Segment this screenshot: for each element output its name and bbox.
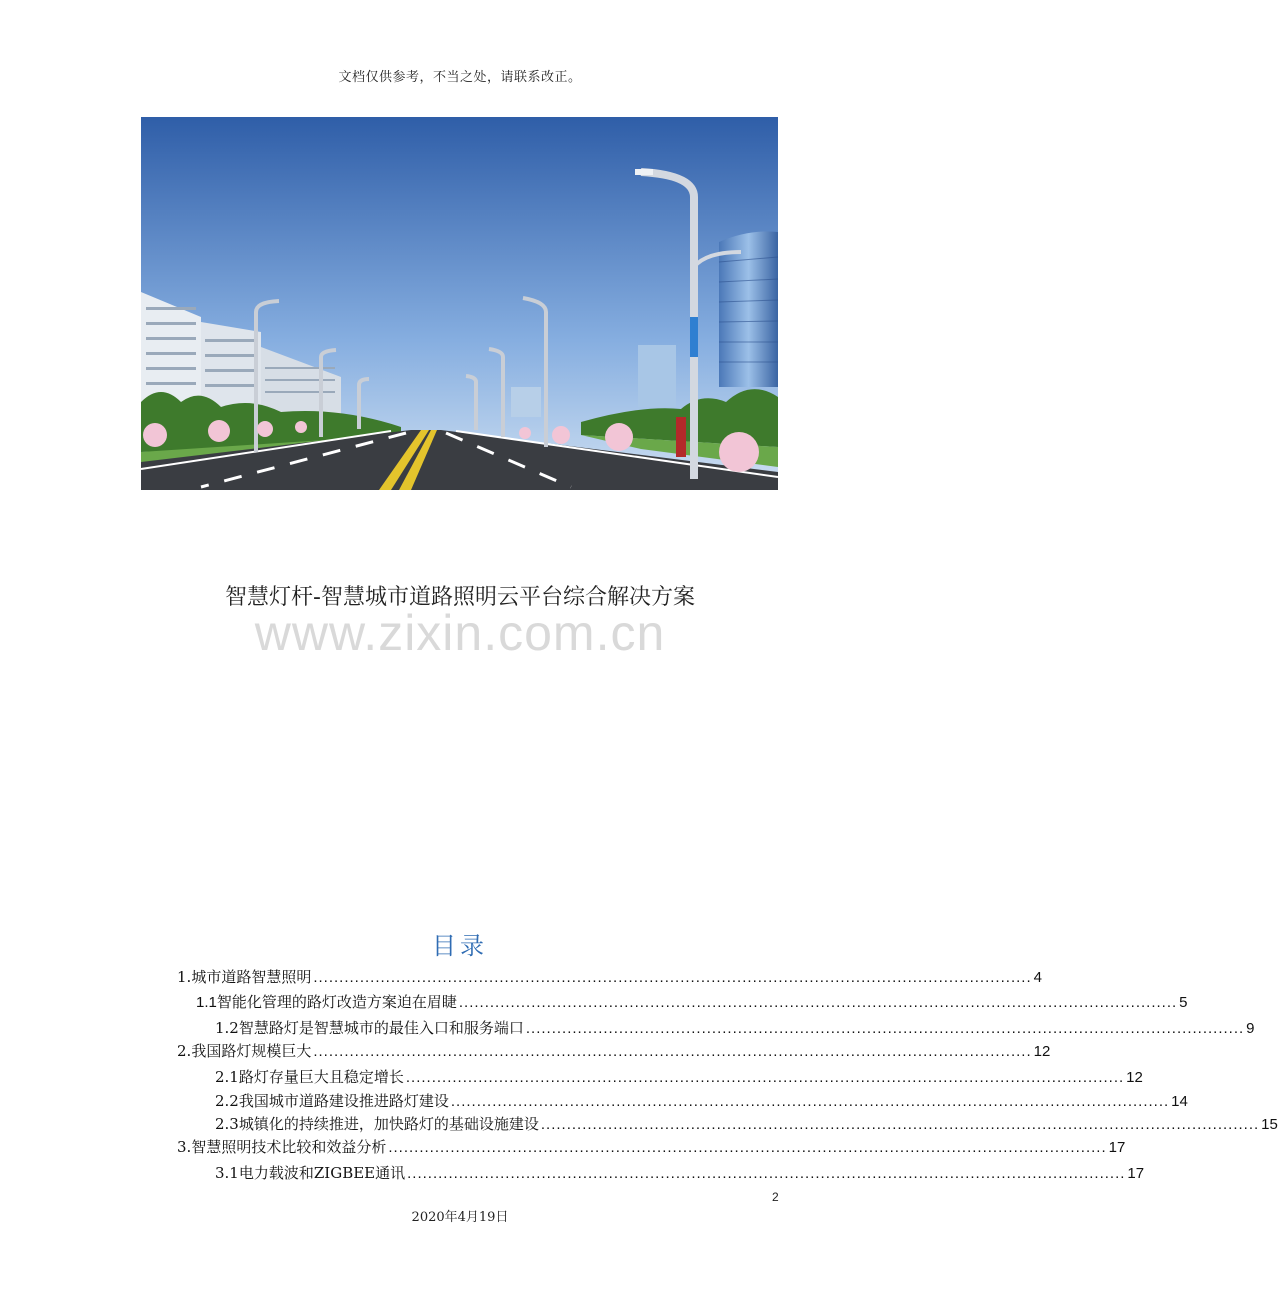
toc-entry-label: 城市道路智慧照明 xyxy=(191,968,312,986)
toc-heading: 目录 xyxy=(432,932,488,960)
toc-entry-page: 17 xyxy=(1127,1165,1145,1182)
toc-entry[interactable] xyxy=(215,1066,1143,1090)
street-lamp-photo xyxy=(141,117,778,490)
toc-entry[interactable] xyxy=(215,1162,1145,1186)
toc-entry[interactable] xyxy=(196,991,1188,1015)
toc-entry-page: 9 xyxy=(1246,1020,1255,1037)
toc-dot-leader: ........................................................................................................................................... xyxy=(313,969,1032,986)
toc-entry-page: 14 xyxy=(1171,1093,1188,1110)
toc-entry-number: 2. xyxy=(177,1042,192,1060)
toc-entry[interactable] xyxy=(215,1113,1278,1137)
toc-entry[interactable] xyxy=(215,1090,1188,1114)
toc-entry-label: 我国城市道路建设推进路灯建设 xyxy=(238,1092,449,1110)
toc-dot-leader: ........................................................................................................................................... xyxy=(540,1116,1260,1133)
toc-entry-page: 17 xyxy=(1108,1139,1126,1156)
toc-entry-label: 路灯存量巨大且稳定增长 xyxy=(238,1068,404,1086)
toc-entry-page: 12 xyxy=(1126,1069,1143,1086)
toc-dot-leader: ........................................................................................................................................... xyxy=(525,1020,1245,1037)
toc-dot-leader: ........................................................................................................................................... xyxy=(405,1069,1125,1086)
toc-entry-label: 我国路灯规模巨大 xyxy=(191,1042,312,1060)
footer-date: 2020年4月19日 xyxy=(411,1210,509,1225)
toc-entry-number: 3.1 xyxy=(215,1164,239,1182)
toc-entry-number: 3. xyxy=(177,1138,192,1156)
toc-entry-number: 1.2 xyxy=(215,1019,239,1037)
toc-entry-label: 智慧照明技术比较和效益分析 xyxy=(191,1138,387,1156)
toc-entry-page: 5 xyxy=(1179,994,1188,1011)
watermark: www.zixin.com.cn xyxy=(254,605,666,661)
toc-dot-leader: ........................................................................................................................................... xyxy=(407,1165,1126,1182)
toc-entry-number: 2.3 xyxy=(215,1115,239,1133)
toc-entry-label: 智能化管理的路灯改造方案迫在眉睫 xyxy=(216,993,457,1011)
toc-entry-label: 电力载波和ZIGBEE通讯 xyxy=(238,1164,406,1182)
toc-dot-leader: ........................................................................................................................................... xyxy=(313,1043,1032,1060)
toc-entry-number: 1.1 xyxy=(196,994,217,1011)
toc-entry-page: 4 xyxy=(1033,969,1042,986)
toc-entry-label: 智慧路灯是智慧城市的最佳入口和服务端口 xyxy=(238,1019,524,1037)
toc-entry[interactable] xyxy=(215,1017,1255,1041)
document-title: 智慧灯杆-智慧城市道路照明云平台综合解决方案 xyxy=(225,585,695,610)
toc-entry[interactable] xyxy=(177,966,1042,990)
toc-entry-page: 12 xyxy=(1033,1043,1051,1060)
toc-entry-page: 15 xyxy=(1261,1116,1278,1133)
header-note: 文档仅供参考，不当之处，请联系改正。 xyxy=(338,70,582,85)
toc-dot-leader: ........................................................................................................................................... xyxy=(388,1139,1107,1156)
toc-entry-label: 城镇化的持续推进，加快路灯的基础设施建设 xyxy=(238,1115,539,1133)
toc-dot-leader: ........................................................................................................................................... xyxy=(458,994,1178,1011)
toc-entry[interactable] xyxy=(177,1136,1126,1160)
toc-entry-number: 2.2 xyxy=(215,1092,239,1110)
toc-dot-leader: ........................................................................................................................................... xyxy=(450,1093,1170,1110)
toc-entry-number: 1. xyxy=(177,968,192,986)
page-number: 2 xyxy=(772,1190,779,1204)
toc-entry[interactable] xyxy=(177,1040,1051,1064)
toc-entry-number: 2.1 xyxy=(215,1068,239,1086)
